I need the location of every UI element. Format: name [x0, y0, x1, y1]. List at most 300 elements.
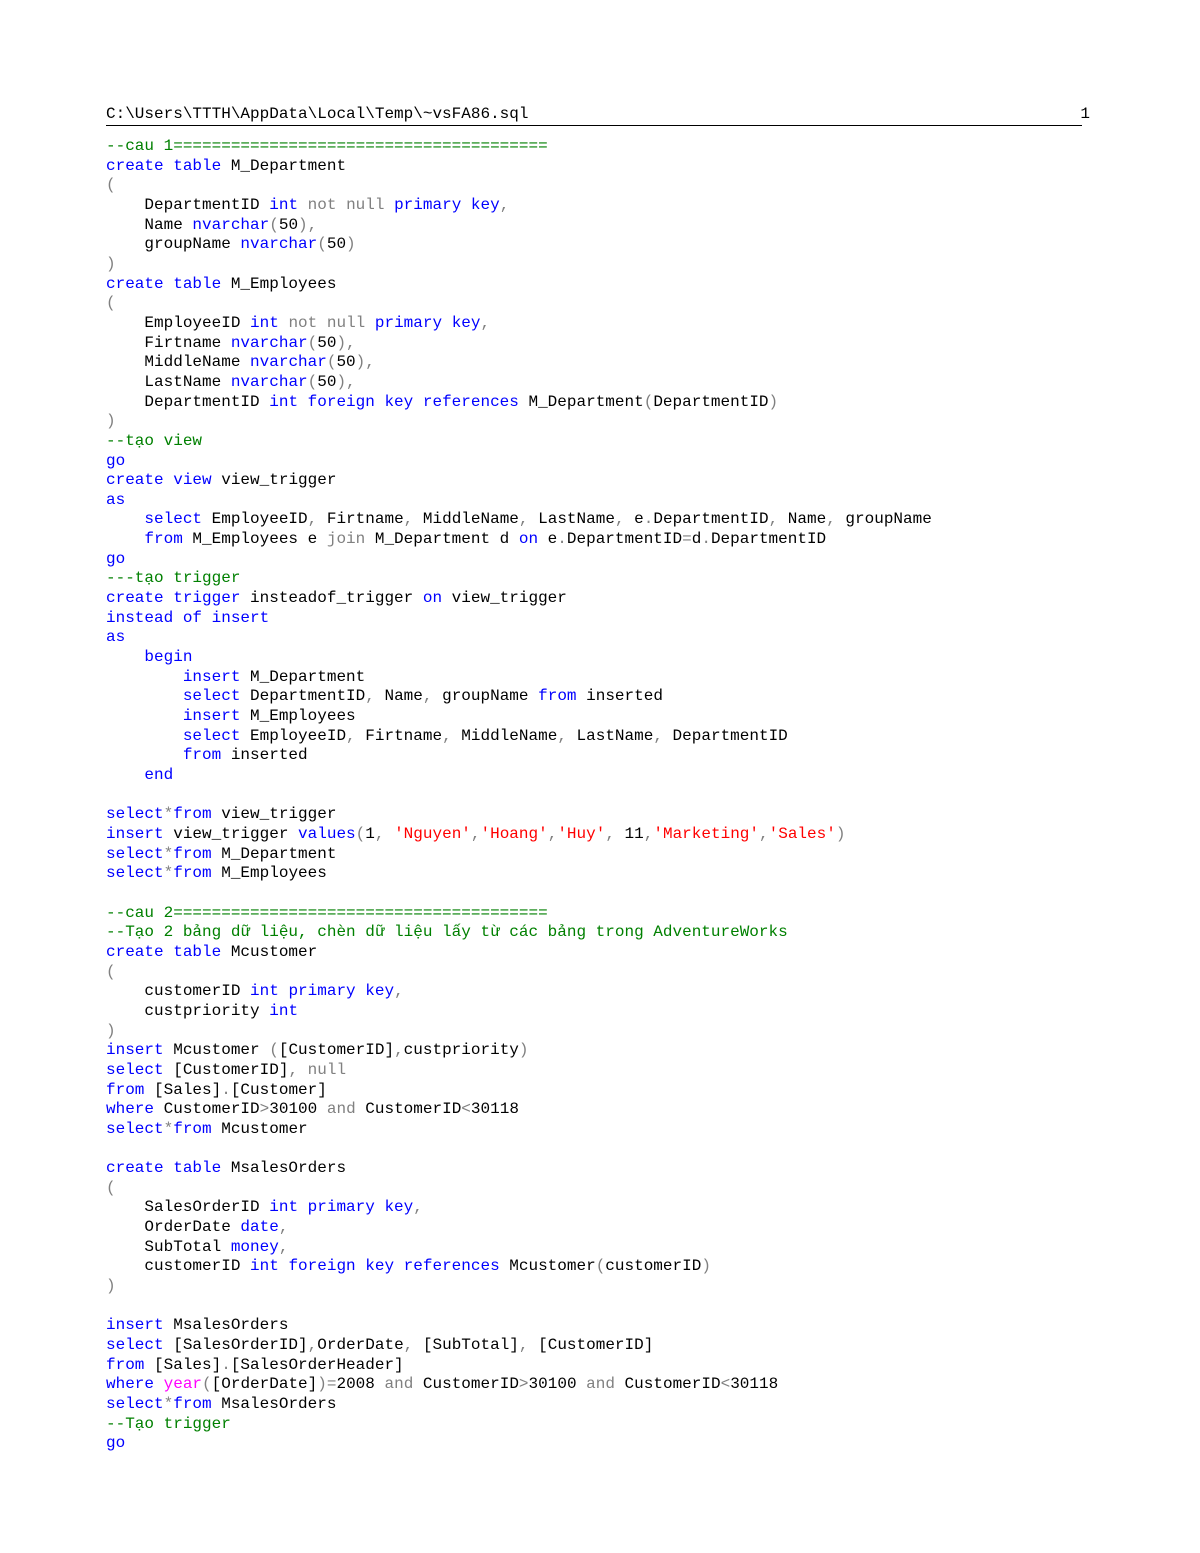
code-token — [106, 746, 183, 764]
code-token: nvarchar — [192, 215, 270, 234]
code-token — [106, 530, 144, 548]
code-token: ( — [106, 962, 116, 981]
code-line — [106, 412, 1106, 432]
code-token: , — [653, 726, 663, 745]
code-token: insert — [106, 1041, 164, 1060]
code-token: 30118 — [470, 1100, 519, 1119]
code-token: ) — [518, 1041, 529, 1060]
code-token: Mcustomer — [211, 1119, 308, 1138]
code-token: )= — [317, 1375, 337, 1394]
code-token: 'Marketing' — [653, 824, 759, 843]
code-token: --tạo view — [106, 431, 203, 450]
code-token: end — [144, 766, 174, 784]
code-token: . — [557, 530, 567, 549]
code-token: from — [173, 1395, 212, 1413]
code-line — [106, 432, 1106, 452]
code-token: primary key — [394, 195, 500, 214]
code-line — [106, 196, 1106, 216]
code-token: not null — [307, 195, 385, 214]
code-token: OrderDate — [317, 1336, 404, 1355]
code-token: DepartmentID — [662, 726, 788, 745]
code-token: > — [518, 1375, 529, 1394]
code-token: d — [691, 530, 702, 549]
code-line — [106, 805, 1106, 825]
code-token: --cau 1======================================= — [106, 137, 548, 155]
code-token: MiddleName — [451, 726, 558, 745]
code-token: on — [422, 589, 443, 608]
code-token: DepartmentID — [653, 392, 769, 411]
code-token: from — [173, 805, 212, 824]
code-line — [106, 1257, 1106, 1277]
code-token: ) — [106, 412, 116, 431]
code-token: ( — [269, 215, 279, 234]
page-number: 1 — [1080, 105, 1090, 123]
code-token — [106, 668, 183, 686]
code-token: ) — [106, 1277, 116, 1296]
code-token: int — [269, 195, 299, 214]
code-token: SubTotal — [106, 1237, 231, 1256]
code-token: LastName — [106, 372, 231, 391]
code-token: groupName — [432, 687, 539, 706]
code-token: Name — [106, 215, 193, 234]
code-line — [106, 1002, 1106, 1022]
code-line — [106, 825, 1106, 845]
code-token: * — [163, 805, 174, 824]
code-token: select — [182, 687, 241, 706]
code-token: * — [163, 844, 174, 863]
code-token: date — [240, 1218, 279, 1237]
code-token: e — [624, 510, 644, 529]
code-token: from — [182, 746, 222, 765]
code-token: ( — [326, 353, 337, 372]
code-line — [106, 353, 1106, 373]
code-token — [384, 825, 394, 843]
code-line — [106, 845, 1106, 865]
code-token: int foreign key references — [269, 392, 519, 411]
code-token: , — [518, 510, 529, 529]
code-token — [106, 687, 183, 705]
code-token: as — [106, 490, 126, 509]
code-token: ( — [307, 372, 318, 391]
code-line — [106, 1081, 1106, 1101]
code-token: insert — [106, 824, 164, 843]
code-token: ), — [355, 353, 375, 372]
code-token: , — [643, 824, 654, 843]
code-token: --Tạo trigger — [106, 1414, 231, 1433]
code-line — [106, 923, 1106, 943]
code-token: select — [106, 1119, 164, 1138]
code-token: ), — [336, 372, 356, 391]
code-token: [SubTotal] — [413, 1336, 519, 1355]
code-token: MsalesOrders — [221, 1159, 347, 1178]
code-token: ( — [307, 333, 318, 352]
code-line — [106, 137, 1106, 157]
code-line — [106, 452, 1106, 472]
code-token: , — [413, 1198, 423, 1217]
code-token: from — [173, 864, 212, 883]
code-token: int — [269, 1001, 299, 1020]
code-line — [106, 294, 1106, 314]
code-token: create table — [106, 942, 222, 961]
code-token: Mcustomer — [499, 1257, 596, 1276]
code-token: ( — [202, 1375, 212, 1394]
code-token: , — [278, 1218, 289, 1237]
code-token: primary key — [374, 313, 481, 332]
code-line — [106, 963, 1106, 983]
code-token: select — [106, 844, 164, 863]
code-token: insert — [182, 667, 241, 686]
code-token: int foreign key references — [250, 1257, 500, 1276]
code-token: , — [470, 824, 481, 843]
code-token: MiddleName — [106, 353, 251, 372]
code-line — [106, 1277, 1106, 1297]
code-token — [384, 196, 394, 214]
code-token: create table — [106, 1159, 222, 1178]
code-token: null — [307, 1060, 347, 1079]
code-token: from — [173, 844, 212, 863]
code-token: ) — [701, 1257, 711, 1276]
code-token: nvarchar — [230, 333, 308, 352]
code-token: ( — [317, 235, 327, 254]
code-token: select — [106, 1336, 164, 1355]
code-line — [106, 491, 1106, 511]
code-line — [106, 471, 1106, 491]
code-token: 'Sales' — [768, 824, 836, 843]
code-token: --cau 2======================================= — [106, 903, 548, 922]
code-token: instead of insert — [106, 608, 270, 627]
code-token: nvarchar — [240, 235, 318, 254]
code-token — [106, 727, 183, 745]
code-token: ( — [643, 392, 654, 411]
code-token: [CustomerID] — [528, 1336, 654, 1355]
code-line — [106, 275, 1106, 295]
code-line — [106, 393, 1106, 413]
code-token: , — [307, 1336, 318, 1355]
code-token: M_Department — [221, 156, 347, 175]
code-token: ) — [106, 1021, 116, 1040]
code-line — [106, 687, 1106, 707]
code-token: M_Employees — [211, 864, 327, 883]
code-line — [106, 904, 1106, 924]
code-token: , — [547, 824, 558, 843]
code-token: go — [106, 549, 126, 568]
code-token: select — [182, 726, 241, 745]
code-token: as — [106, 628, 126, 647]
code-token: ( — [269, 1041, 279, 1060]
code-token: int — [250, 313, 279, 332]
code-line — [106, 235, 1106, 255]
code-line — [106, 569, 1106, 589]
code-token: , — [557, 726, 567, 745]
code-token: view_trigger — [211, 471, 337, 490]
code-line — [106, 1316, 1106, 1336]
code-token: Name — [374, 687, 423, 706]
code-line — [106, 1159, 1106, 1179]
code-token: inserted — [221, 746, 308, 765]
code-token: not null — [288, 313, 366, 332]
code-token: insert — [106, 1316, 164, 1335]
code-token: [CustomerID] — [278, 1041, 395, 1060]
code-token: 50 — [326, 235, 347, 254]
code-token: , — [442, 726, 452, 745]
code-line — [106, 707, 1106, 727]
code-token: * — [163, 1119, 174, 1138]
code-token: LastName — [566, 726, 654, 745]
code-line — [106, 1415, 1106, 1435]
code-token: CustomerID — [154, 1100, 260, 1119]
code-line — [106, 1218, 1106, 1238]
code-token: customerID — [106, 1257, 251, 1276]
code-token: create table — [106, 274, 222, 293]
code-token: custpriority — [106, 1001, 270, 1020]
code-token: [Customer] — [230, 1080, 327, 1099]
code-token: ( — [595, 1257, 606, 1276]
code-token: DepartmentID — [106, 392, 270, 411]
code-token: 50 — [278, 215, 299, 234]
code-token: join — [326, 530, 366, 549]
code-line — [106, 373, 1106, 393]
code-token — [154, 1375, 164, 1393]
code-token: , — [614, 510, 625, 529]
code-token: . — [643, 510, 654, 529]
code-token: EmployeeID — [240, 726, 347, 745]
code-token: [Sales] — [144, 1080, 222, 1099]
sql-code-listing — [106, 137, 1106, 1454]
code-line — [106, 1336, 1106, 1356]
code-token: , — [403, 510, 414, 529]
code-line — [106, 1198, 1106, 1218]
code-token: custpriority — [403, 1041, 519, 1060]
code-token: , — [307, 510, 318, 529]
code-token: Firtname — [317, 510, 404, 529]
code-token: , — [422, 687, 433, 706]
code-token: , — [394, 982, 404, 1001]
code-token: M_Employees e — [182, 530, 327, 549]
code-token: 'Nguyen' — [394, 824, 471, 843]
code-token: select — [106, 1395, 164, 1413]
code-token: select — [106, 805, 164, 824]
code-line — [106, 550, 1106, 570]
code-token: , — [605, 824, 615, 843]
code-token: , — [480, 313, 491, 332]
code-line — [106, 1375, 1106, 1395]
code-token: . — [221, 1355, 231, 1374]
code-token: M_Department — [240, 667, 366, 686]
code-line — [106, 255, 1106, 275]
code-line — [106, 314, 1106, 334]
code-token: , — [499, 195, 510, 214]
code-token: OrderDate — [106, 1218, 241, 1237]
code-token: DepartmentID — [710, 530, 827, 549]
code-token: * — [163, 1395, 174, 1413]
code-line — [106, 648, 1106, 668]
code-line — [106, 943, 1106, 963]
code-token — [365, 314, 375, 332]
page-header — [106, 103, 1090, 126]
file-path: C:\Users\TTTH\AppData\Local\Temp\~vsFA86.sql — [106, 105, 529, 123]
code-token: create trigger — [106, 589, 241, 608]
code-token: , — [288, 1060, 299, 1079]
code-token: EmployeeID — [106, 313, 251, 332]
code-token: inserted — [576, 687, 663, 706]
code-token: ---tạo trigger — [106, 569, 241, 588]
code-token: CustomerID — [413, 1375, 519, 1394]
code-token: ) — [106, 254, 116, 273]
code-token: ( — [106, 176, 116, 195]
code-token: select — [106, 1060, 164, 1079]
code-token: select — [106, 864, 164, 883]
code-token: [CustomerID] — [163, 1060, 289, 1079]
code-token: 30100 — [269, 1100, 327, 1119]
code-token: 'Hoang' — [480, 824, 548, 843]
code-token: e — [538, 530, 558, 549]
code-token: ) — [768, 392, 779, 411]
code-line — [106, 982, 1106, 1002]
code-line — [106, 1139, 1106, 1159]
code-token: [SalesOrderHeader] — [230, 1355, 404, 1374]
code-token: ), — [336, 333, 356, 352]
code-token: = — [682, 530, 692, 549]
code-line — [106, 609, 1106, 629]
code-token: create table — [106, 156, 222, 175]
code-token: int primary key — [269, 1198, 414, 1217]
code-line — [106, 1120, 1106, 1140]
code-token: DepartmentID — [106, 195, 270, 214]
code-token: , — [768, 510, 779, 529]
code-token: , — [365, 687, 375, 706]
code-line — [106, 786, 1106, 806]
code-token: Firtname — [106, 333, 231, 352]
code-token: M_Department — [518, 392, 644, 411]
code-line — [106, 628, 1106, 648]
code-token: CustomerID — [614, 1375, 721, 1394]
code-token: 50 — [317, 333, 337, 352]
code-token: < — [461, 1100, 471, 1119]
code-line — [106, 510, 1106, 530]
code-token: groupName — [835, 510, 932, 529]
code-token — [106, 766, 144, 784]
code-line — [106, 884, 1106, 904]
code-token: view_trigger — [211, 805, 337, 824]
code-token: LastName — [528, 510, 615, 529]
code-token: M_Department d — [365, 530, 519, 549]
code-line — [106, 1179, 1106, 1199]
code-token: ) — [835, 824, 846, 843]
code-token: view_trigger — [163, 824, 299, 843]
code-line — [106, 766, 1106, 786]
code-line — [106, 1100, 1106, 1120]
code-token — [298, 196, 308, 214]
code-token: * — [163, 864, 174, 883]
code-line — [106, 1395, 1106, 1415]
code-token: ( — [106, 1178, 116, 1197]
code-token — [106, 510, 144, 528]
code-token: , — [826, 510, 836, 529]
code-token: year — [163, 1375, 203, 1394]
code-token — [106, 707, 183, 725]
code-token: and — [586, 1375, 615, 1394]
code-line — [106, 157, 1106, 177]
code-token: , — [403, 1336, 414, 1355]
code-token: MsalesOrders — [163, 1316, 289, 1335]
code-token: Firtname — [355, 726, 443, 745]
code-token: M_Employees — [240, 707, 356, 726]
code-token: go — [106, 1434, 126, 1453]
code-token: , — [374, 824, 385, 843]
code-token: [Sales] — [144, 1355, 222, 1374]
code-token: MiddleName — [413, 510, 519, 529]
code-token: ) — [346, 235, 356, 254]
code-token: on — [518, 530, 539, 549]
code-token: money — [230, 1237, 279, 1256]
code-token: nvarchar — [230, 372, 308, 391]
code-token: from — [144, 530, 183, 549]
code-line — [106, 1434, 1106, 1454]
code-token: CustomerID — [355, 1100, 462, 1119]
code-token: 2008 — [336, 1375, 385, 1394]
code-token: < — [720, 1375, 731, 1394]
code-token: [OrderDate] — [211, 1375, 318, 1394]
code-token: > — [259, 1100, 270, 1119]
code-token: DepartmentID — [566, 530, 683, 549]
code-token: insert — [182, 707, 241, 726]
code-token — [298, 1061, 308, 1079]
code-token: select — [144, 510, 203, 529]
code-token: EmployeeID — [202, 510, 308, 529]
code-token: , — [346, 726, 356, 745]
code-line — [106, 1041, 1106, 1061]
code-line — [106, 1356, 1106, 1376]
code-token: Mcustomer — [163, 1041, 270, 1060]
code-line — [106, 334, 1106, 354]
code-token: 'Huy' — [557, 824, 606, 843]
code-token: 50 — [317, 372, 337, 391]
code-token: customerID — [106, 982, 251, 1001]
code-line — [106, 1238, 1106, 1258]
code-token: where — [106, 1100, 155, 1119]
code-token — [279, 314, 289, 332]
code-token: and — [326, 1100, 356, 1119]
code-token: from — [173, 1119, 212, 1138]
code-token: int primary key — [250, 982, 395, 1001]
code-line — [106, 176, 1106, 196]
code-token: , — [759, 824, 769, 843]
code-token: DepartmentID — [653, 510, 769, 529]
code-token: . — [221, 1080, 231, 1099]
code-token: ( — [355, 824, 366, 843]
code-token: 30100 — [528, 1375, 587, 1394]
code-token: DepartmentID — [240, 687, 366, 706]
code-token — [106, 648, 144, 666]
code-token: from — [538, 687, 577, 706]
code-token: , — [278, 1237, 289, 1256]
code-token: begin — [144, 648, 193, 667]
code-token: Mcustomer — [221, 942, 318, 961]
code-token: . — [701, 530, 711, 549]
code-token: , — [394, 1041, 404, 1060]
code-token: customerID — [605, 1257, 702, 1276]
code-token: from — [106, 1355, 145, 1374]
code-token: 30118 — [730, 1375, 779, 1394]
code-token: ), — [298, 215, 318, 234]
code-token: 50 — [336, 353, 356, 372]
code-line — [106, 1061, 1106, 1081]
code-token: create view — [106, 471, 212, 490]
code-token: M_Department — [211, 844, 337, 863]
code-token: groupName — [106, 235, 241, 254]
code-line — [106, 864, 1106, 884]
code-line — [106, 216, 1106, 236]
